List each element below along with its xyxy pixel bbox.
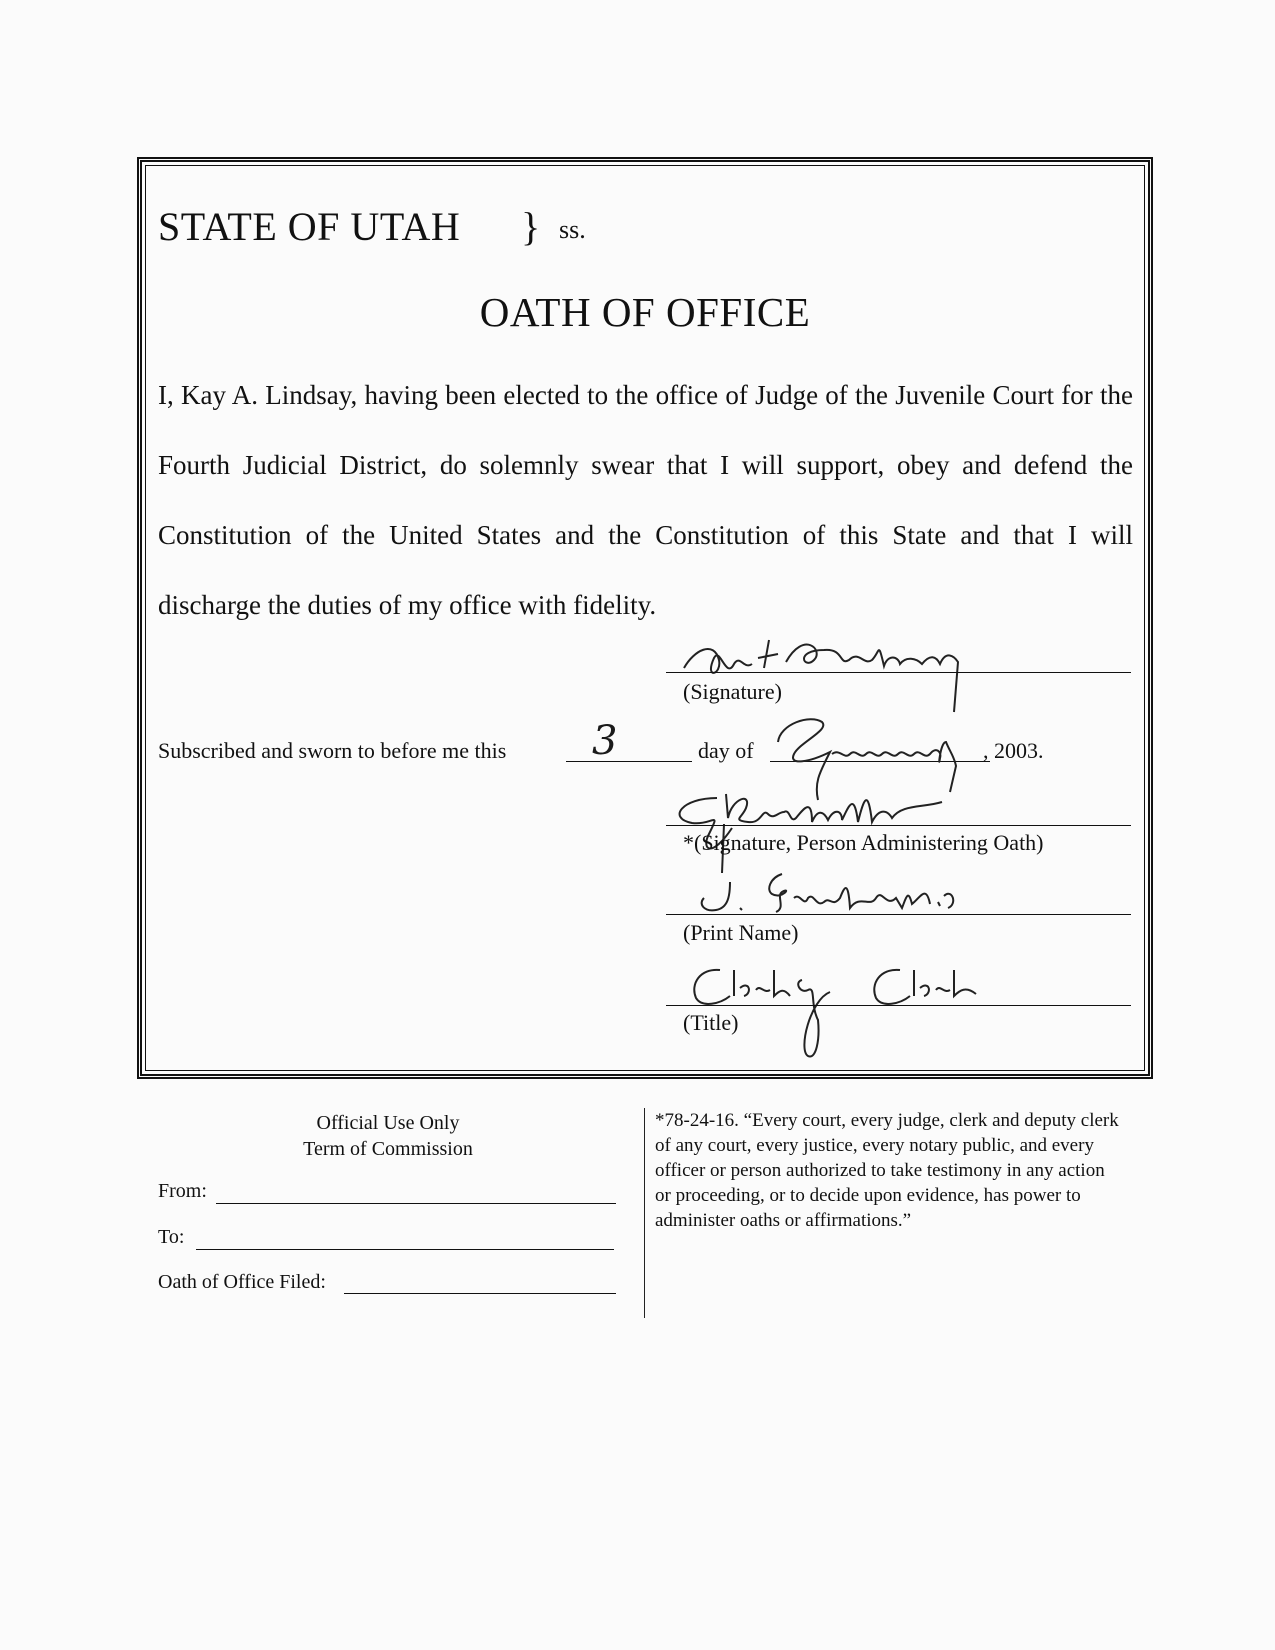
title-handwritten	[690, 960, 1030, 1060]
title-caption: (Title)	[683, 1010, 739, 1035]
print-name-line	[666, 914, 1131, 915]
print-name-handwritten	[690, 868, 1030, 928]
sworn-year: , 2003.	[983, 738, 1044, 763]
official-use-subheading: Term of Commission	[303, 1138, 473, 1160]
admin-signature-caption: *(Signature, Person Administering Oath)	[683, 830, 1044, 855]
from-field[interactable]	[216, 1203, 616, 1204]
to-label: To:	[158, 1226, 185, 1248]
from-label: From:	[158, 1180, 207, 1202]
signature-line	[666, 672, 1131, 673]
form-title: OATH OF OFFICE	[479, 289, 811, 335]
sworn-day-line	[566, 761, 692, 762]
signature-caption: (Signature)	[683, 679, 782, 704]
venue-ss: ss.	[559, 215, 586, 244]
print-name-caption: (Print Name)	[683, 920, 799, 945]
section-divider	[644, 1108, 645, 1318]
admin-signature-line	[666, 825, 1131, 826]
official-use-heading: Official Use Only	[316, 1112, 460, 1134]
statute-text: *78-24-16. “Every court, every judge, clerk and deputy clerk of any court, every justice, every notary public, and every officer or person authorized to take testimony in any action or proceeding, or to decide upon evidence, has power to administer oaths or affirmations.”	[655, 1110, 1119, 1231]
official-use-block	[158, 1110, 618, 1162]
state-heading: STATE OF UTAH	[158, 204, 461, 249]
sworn-prefix: Subscribed and sworn to before me this	[158, 738, 507, 763]
filed-label: Oath of Office Filed:	[158, 1271, 326, 1293]
sworn-day-of: day of	[698, 738, 754, 763]
sworn-day-value: 3	[592, 718, 618, 764]
venue-brace: }	[521, 204, 541, 249]
oath-text: I, Kay A. Lindsay, having been elected to the office of Judge of the Juvenile Court for the Fourth Judicial District, do solemnly swear that I will support, obey and defend the Constitution of the United States and the Constitution of this State and that I will discharge the duties of my office with fidelity.	[158, 380, 1133, 620]
to-field[interactable]	[196, 1249, 614, 1250]
title-line	[666, 1005, 1131, 1006]
filed-field[interactable]	[344, 1293, 616, 1294]
